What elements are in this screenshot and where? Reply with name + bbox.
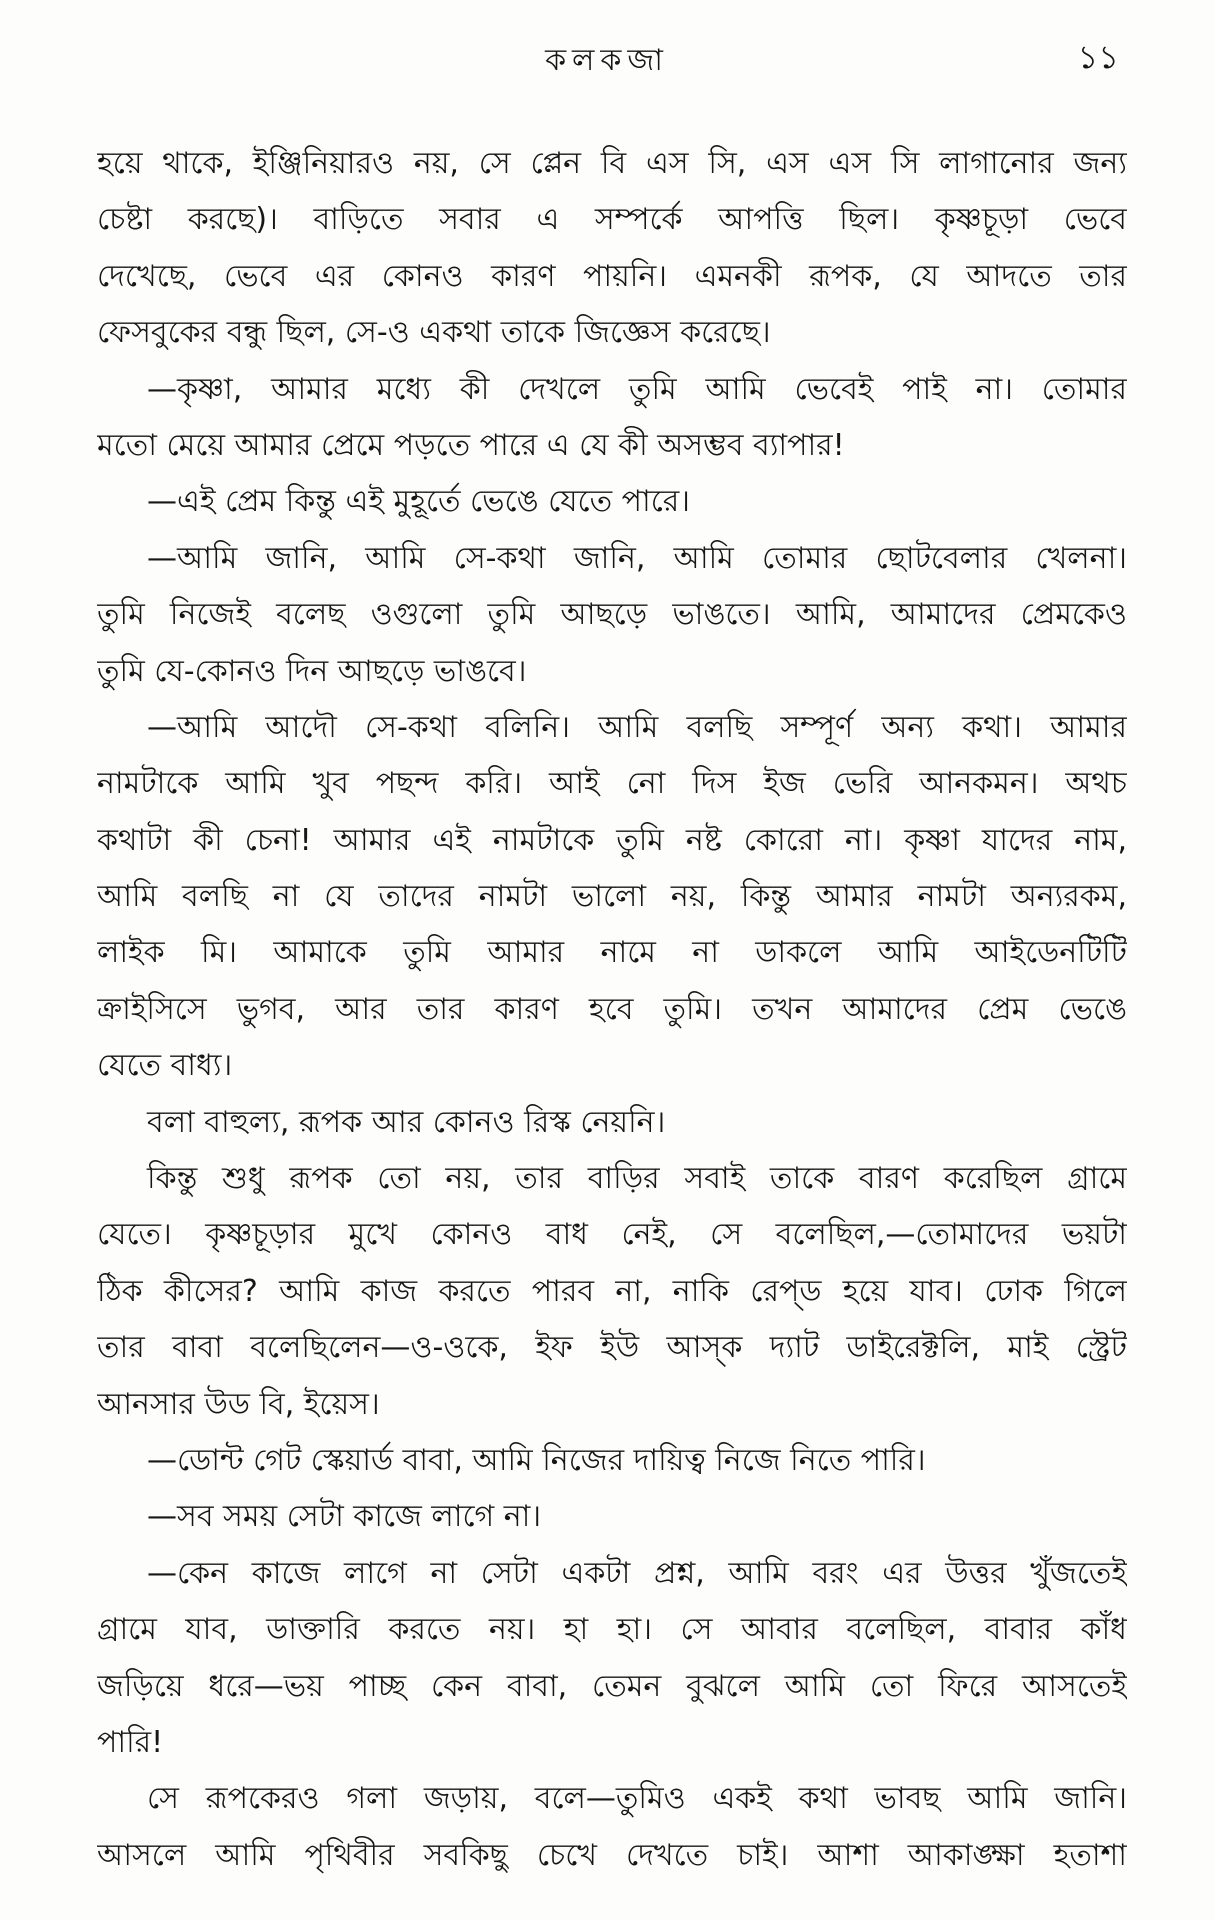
- text-line: আনসার উড বি, ইয়েস।: [97, 1386, 380, 1422]
- text-line: গ্রামে যাব, ডাক্তারি করতে নয়। হা হা। সে আবার বলেছিল, বাবার কাঁধ: [97, 1612, 1127, 1648]
- text-line: —ডোন্ট গেট স্কেয়ার্ড বাবা, আমি নিজের দায়িত্ব নিজে নিতে পারি।: [147, 1442, 926, 1478]
- text-line: যেতে। কৃষ্ণচূড়ার মুখে কোনও বাধ নেই, সে বলেছিল,—তোমাদের ভয়টা: [97, 1217, 1127, 1253]
- text-line: ঠিক কীসের? আমি কাজ করতে পারব না, নাকি রেপ্‌ড হয়ে যাব। ঢোক গিলে: [97, 1273, 1127, 1309]
- text-line: —আমি জানি, আমি সে-কথা জানি, আমি তোমার ছোটবেলার খেলনা।: [147, 540, 1127, 576]
- text-line: দেখেছে, ভেবে এর কোনও কারণ পায়নি। এমনকী রূপক, যে আদতে তার: [97, 258, 1127, 294]
- page-number: ১১: [1077, 38, 1119, 76]
- text-line: সে রূপকেরও গলা জড়ায়, বলে—তুমিও একই কথা ভাবছ আমি জানি।: [147, 1781, 1127, 1817]
- text-line: কথাটা কী চেনা! আমার এই নামটাকে তুমি নষ্ট কোরো না। কৃষ্ণা যাদের নাম,: [97, 822, 1127, 858]
- text-line: জড়িয়ে ধরে—ভয় পাচ্ছ কেন বাবা, তেমন বুঝলে আমি তো ফিরে আসতেই: [97, 1668, 1127, 1704]
- text-line: —আমি আদৌ সে-কথা বলিনি। আমি বলছি সম্পূর্ণ অন্য কথা। আমার: [147, 709, 1127, 745]
- text-line: আমি বলছি না যে তাদের নামটা ভালো নয়, কিন্তু আমার নামটা অন্যরকম,: [97, 879, 1127, 915]
- text-line: পারি!: [97, 1724, 164, 1760]
- text-line: বলা বাহুল্য, রূপক আর কোনও রিস্ক নেয়নি।: [147, 1104, 666, 1140]
- text-line: তুমি যে-কোনও দিন আছড়ে ভাঙবে।: [97, 653, 527, 689]
- text-line: চেষ্টা করছে)। বাড়িতে সবার এ সম্পর্কে আপত্তি ছিল। কৃষ্ণচূড়া ভেবে: [97, 202, 1127, 238]
- text-line: মতো মেয়ে আমার প্রেমে পড়তে পারে এ যে কী অসম্ভব ব্যাপার!: [97, 427, 845, 463]
- text-line: —এই প্রেম কিন্তু এই মুহূর্তে ভেঙে যেতে পারে।: [147, 484, 691, 520]
- text-line: আসলে আমি পৃথিবীর সবকিছু চেখে দেখতে চাই। আশা আকাঙ্ক্ষা হতাশা: [97, 1837, 1127, 1873]
- text-line: ফেসবুকের বন্ধু ছিল, সে-ও একথা তাকে জিজ্ঞেস করেছে।: [97, 315, 771, 351]
- text-line: নামটাকে আমি খুব পছন্দ করি। আই নো দিস ইজ ভেরি আনকমন। অথচ: [97, 766, 1127, 802]
- text-line: হয়ে থাকে, ইঞ্জিনিয়ারও নয়, সে প্লেন বি এস সি, এস এস সি লাগানোর জন্য: [97, 146, 1127, 181]
- text-line: তার বাবা বলেছিলেন—ও-ওকে, ইফ ইউ আস্‌ক দ্যাট ডাইরেক্টলি, মাই স্ট্রেট: [97, 1330, 1127, 1366]
- text-line: —কেন কাজে লাগে না সেটা একটা প্রশ্ন, আমি বরং এর উত্তর খুঁজতেই: [147, 1555, 1127, 1591]
- text-line: কিন্তু শুধু রূপক তো নয়, তার বাড়ির সবাই তাকে বারণ করেছিল গ্রামে: [147, 1161, 1127, 1197]
- text-line: —সব সময় সেটা কাজে লাগে না।: [147, 1499, 542, 1535]
- body-text: [97, 136, 1127, 1884]
- text-line: ক্রাইসিসে ভুগব, আর তার কারণ হবে তুমি। তখন আমাদের প্রেম ভেঙে: [97, 991, 1127, 1027]
- text-line: তুমি নিজেই বলেছ ওগুলো তুমি আছড়ে ভাঙতে। আমি, আমাদের প্রেমকেও: [97, 597, 1127, 633]
- text-line: লাইক মি। আমাকে তুমি আমার নামে না ডাকলে আমি আইডেনটিটি: [97, 935, 1127, 971]
- text-line: —কৃষ্ণা, আমার মধ্যে কী দেখলে তুমি আমি ভেবেই পাই না। তোমার: [147, 371, 1127, 407]
- running-title: কলকজা: [545, 43, 669, 78]
- text-line: যেতে বাধ্য।: [97, 1048, 233, 1084]
